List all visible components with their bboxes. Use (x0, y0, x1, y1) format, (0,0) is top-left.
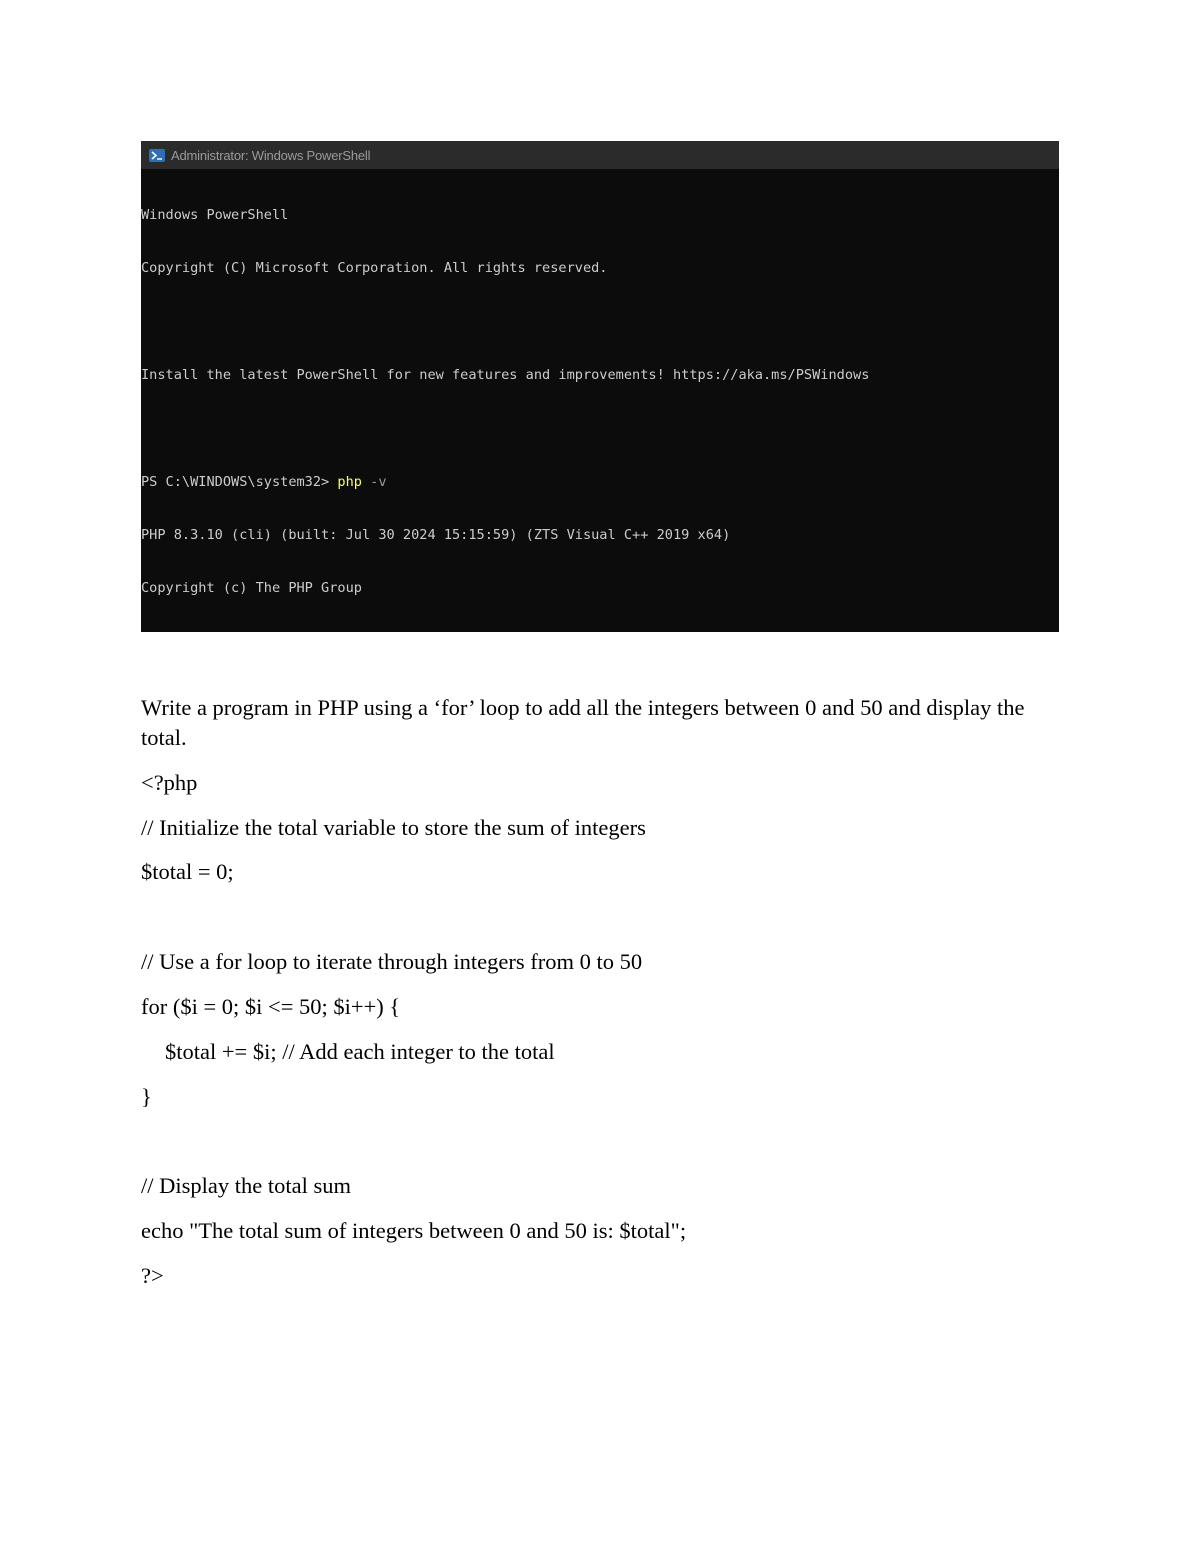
code-close-tag: ?> (141, 1263, 164, 1288)
console-line: Copyright (C) Microsoft Corporation. All rights reserved. (141, 259, 608, 276)
code-comment-loop: // Use a for loop to iterate through integers from 0 to 50 (141, 949, 643, 974)
code-comment-init: // Initialize the total variable to store the sum of integers (141, 815, 646, 840)
code-loop-head: for ($i = 0; $i <= 50; $i++) { (141, 994, 401, 1019)
powershell-window (141, 141, 1059, 632)
code-comment-display: // Display the total sum (141, 1173, 351, 1198)
powershell-icon (149, 149, 165, 162)
console-command-line (141, 474, 1059, 492)
code-loop-close: } (141, 1084, 152, 1109)
code-open-tag: <?php (141, 770, 198, 795)
window-titlebar (141, 141, 1059, 169)
console-line: Windows PowerShell (141, 206, 289, 223)
console-output[interactable] (141, 169, 1059, 632)
console-prompt: PS C:\WINDOWS\system32> (141, 473, 338, 490)
console-line: PHP 8.3.10 (cli) (built: Jul 30 2024 15:15:59) (ZTS Visual C++ 2019 x64) (141, 526, 731, 543)
window-title: Administrator: Windows PowerShell (171, 147, 371, 163)
console-blank-line (141, 313, 1059, 331)
question-text: Write a program in PHP using a ‘for’ loop to add all the integers between 0 and 50 and display the total. (141, 695, 1025, 750)
console-command: php (337, 473, 362, 490)
code-init: $total = 0; (141, 859, 234, 884)
console-command-argument: -v (361, 473, 387, 490)
code-echo: echo "The total sum of integers between 0 and 50 is: $total"; (141, 1218, 687, 1243)
console-line: Copyright (c) The PHP Group (141, 580, 362, 597)
console-blank-line (141, 420, 1059, 438)
console-line: Install the latest PowerShell for new features and improvements! https://aka.ms/PSWindows (141, 366, 870, 383)
code-loop-body: $total += $i; // Add each integer to the total (165, 1039, 555, 1064)
